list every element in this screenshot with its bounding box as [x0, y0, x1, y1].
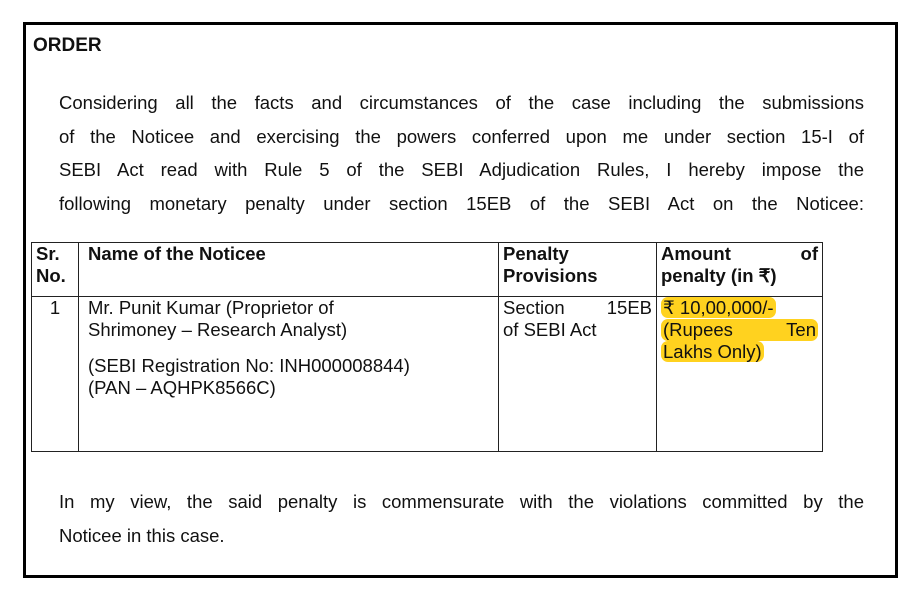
section-heading: ORDER — [33, 35, 102, 56]
highlighted-amount-words: (Rupees Ten — [663, 319, 816, 340]
intro-line: Considering all the facts and circumstances of the case including the submissions — [59, 92, 864, 113]
registration-number: (SEBI Registration No: INH000008844) — [88, 355, 410, 376]
table-row — [32, 297, 823, 452]
highlighted-amount-words: Lakhs Only) — [663, 341, 762, 362]
cell-penalty-amount — [657, 297, 823, 452]
cell-sr-no: 1 — [32, 297, 79, 452]
penalty-table — [31, 242, 823, 452]
header-sr-no: Sr. No. — [32, 243, 79, 297]
header-penalty-provisions: Penalty Provisions — [499, 243, 657, 297]
closing-line: Noticee in this case. — [59, 524, 225, 546]
intro-line: SEBI Act read with Rule 5 of the SEBI Adjudication Rules, I hereby impose the — [59, 159, 864, 180]
cell-penalty-provision: Section 15EB of SEBI Act — [499, 297, 657, 452]
intro-paragraph — [59, 86, 864, 220]
header-penalty-amount: Amount of penalty (in ₹) — [657, 243, 823, 297]
closing-line: In my view, the said penalty is commensurate with the violations committed by the — [59, 491, 864, 512]
closing-paragraph — [59, 485, 864, 552]
table-header-row — [32, 243, 823, 297]
intro-line: following monetary penalty under section 15EB of the SEBI Act on the Noticee: — [59, 192, 864, 214]
header-noticee-name: Name of the Noticee — [79, 243, 499, 297]
cell-noticee-name — [79, 297, 499, 452]
noticee-name-line: Mr. Punit Kumar (Proprietor of — [88, 297, 334, 318]
highlighted-amount: ₹ 10,00,000/- — [663, 297, 774, 318]
pan-number: (PAN – AQHPK8566C) — [88, 377, 276, 398]
intro-line: of the Noticee and exercising the powers conferred upon me under section 15-I of — [59, 125, 864, 147]
noticee-name-line: Shrimoney – Research Analyst) — [88, 319, 348, 340]
